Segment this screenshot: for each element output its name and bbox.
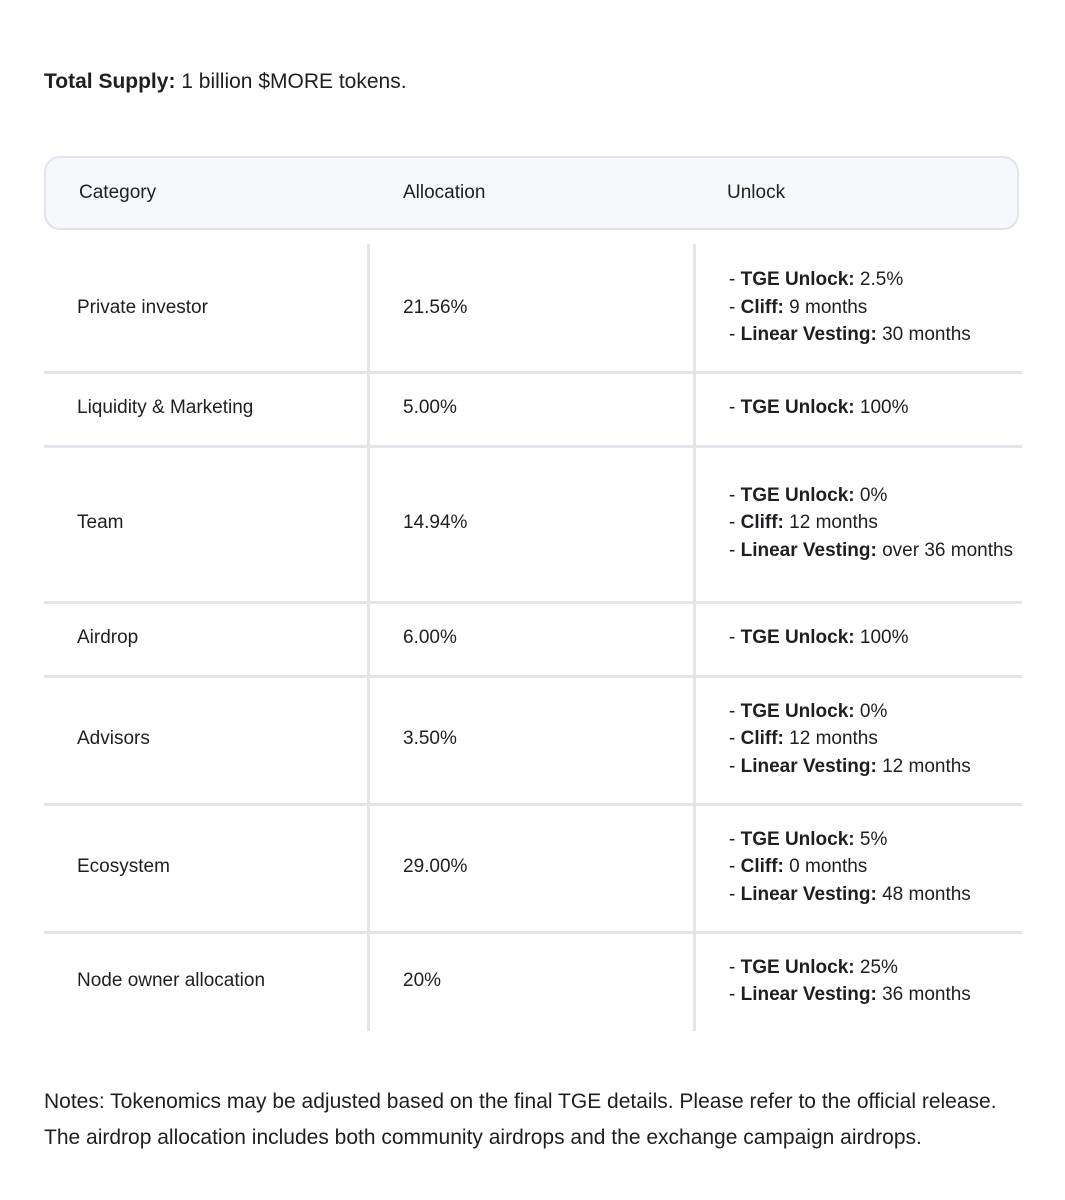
unlock-cell — [729, 244, 1014, 371]
unlock-label: Linear Vesting: — [740, 539, 877, 561]
unlock-label: TGE Unlock: — [740, 484, 855, 506]
table-row — [44, 931, 1022, 1031]
unlock-value: 36 months — [876, 984, 971, 1005]
unlock-value: 12 months — [783, 512, 878, 534]
column-divider — [693, 601, 696, 675]
unlock-prefix: - — [729, 856, 741, 878]
unlock-cell — [729, 675, 1014, 803]
column-divider — [693, 244, 696, 371]
column-divider — [367, 244, 370, 371]
unlock-label: Cliff: — [740, 856, 784, 878]
unlock-line — [729, 954, 971, 982]
column-divider — [367, 803, 370, 931]
unlock-line — [729, 537, 1013, 565]
unlock-line — [729, 826, 971, 854]
allocation-cell: 3.50% — [403, 728, 457, 749]
unlock-line — [729, 624, 909, 652]
unlock-line — [729, 853, 971, 881]
unlock-line — [729, 881, 971, 909]
total-supply-label: Total Supply: — [44, 70, 176, 93]
unlock-cell — [729, 371, 1014, 445]
header-allocation: Allocation — [403, 182, 486, 203]
unlock-label: TGE Unlock: — [740, 700, 855, 722]
unlock-value: 0% — [854, 484, 888, 506]
unlock-line — [729, 266, 971, 294]
unlock-prefix: - — [729, 956, 741, 978]
table-header — [44, 156, 1019, 230]
unlock-prefix: - — [729, 269, 741, 291]
category-cell: Node owner allocation — [77, 970, 266, 991]
table-row — [44, 803, 1022, 934]
unlock-value: 12 months — [783, 728, 878, 750]
column-divider — [367, 931, 370, 1031]
table-row — [44, 601, 1022, 678]
unlock-label: TGE Unlock: — [740, 956, 855, 978]
unlock-cell — [729, 931, 1014, 1031]
column-divider — [693, 803, 696, 931]
unlock-prefix: - — [729, 539, 741, 561]
unlock-prefix: - — [729, 828, 741, 850]
unlock-label: Cliff: — [740, 512, 784, 534]
unlock-label: TGE Unlock: — [740, 269, 855, 291]
unlock-line — [729, 321, 971, 349]
unlock-value: 25% — [854, 956, 898, 978]
notes-paragraph: Notes: Tokenomics may be adjusted based on the final TGE details. Please refer to the official release. The airdrop allocation includes both community airdrops and the exchange campaign airdrops. — [44, 1090, 997, 1149]
unlock-value: 48 months — [876, 883, 971, 905]
unlock-label: TGE Unlock: — [740, 627, 855, 649]
table-row — [44, 371, 1022, 448]
unlock-prefix: - — [729, 984, 741, 1005]
unlock-prefix: - — [729, 627, 741, 649]
table-row — [44, 445, 1022, 604]
allocation-cell: 14.94% — [403, 512, 468, 533]
category-cell: Private investor — [77, 296, 208, 318]
unlock-prefix: - — [729, 397, 741, 419]
category-cell: Team — [77, 512, 124, 533]
unlock-prefix: - — [729, 296, 741, 318]
allocation-cell: 21.56% — [403, 296, 468, 318]
column-divider — [693, 675, 696, 803]
unlock-prefix: - — [729, 484, 741, 506]
category-cell: Liquidity & Marketing — [77, 397, 254, 418]
unlock-label: Linear Vesting: — [740, 324, 877, 346]
total-supply-value: 1 billion $MORE tokens. — [175, 70, 407, 93]
unlock-label: Cliff: — [740, 296, 784, 318]
unlock-value: 100% — [854, 397, 909, 419]
column-divider — [367, 601, 370, 675]
unlock-value: 2.5% — [854, 269, 904, 291]
unlock-prefix: - — [729, 324, 741, 346]
unlock-cell — [729, 445, 1014, 601]
unlock-value: 12 months — [876, 755, 971, 777]
allocation-cell: 29.00% — [403, 856, 468, 877]
unlock-label: Linear Vesting: — [740, 755, 877, 777]
allocation-cell: 6.00% — [403, 627, 457, 648]
unlock-line — [729, 482, 1013, 510]
unlock-line — [729, 753, 971, 781]
unlock-line — [729, 394, 909, 422]
unlock-value: 9 months — [783, 296, 868, 318]
unlock-value: 0 months — [783, 856, 868, 878]
unlock-prefix: - — [729, 883, 741, 905]
total-supply-line — [44, 68, 407, 96]
unlock-line — [729, 509, 1013, 537]
category-cell: Airdrop — [77, 627, 139, 648]
unlock-value: 100% — [854, 627, 909, 649]
category-cell: Ecosystem — [77, 856, 170, 877]
allocation-cell: 20% — [403, 970, 442, 991]
unlock-line — [729, 981, 971, 1009]
category-cell: Advisors — [77, 728, 150, 749]
column-divider — [693, 931, 696, 1031]
header-category: Category — [79, 182, 157, 203]
unlock-label: TGE Unlock: — [740, 828, 855, 850]
unlock-value: over 36 months — [876, 539, 1014, 561]
column-divider — [693, 371, 696, 445]
unlock-prefix: - — [729, 755, 741, 777]
unlock-value: 30 months — [876, 324, 971, 346]
unlock-line — [729, 698, 971, 726]
column-divider — [367, 445, 370, 601]
unlock-prefix: - — [729, 728, 741, 750]
unlock-prefix: - — [729, 512, 741, 534]
column-divider — [693, 445, 696, 601]
unlock-label: Cliff: — [740, 728, 784, 750]
unlock-label: Linear Vesting: — [740, 984, 877, 1005]
unlock-cell — [729, 601, 1014, 675]
unlock-line — [729, 294, 971, 322]
unlock-prefix: - — [729, 700, 741, 722]
unlock-value: 5% — [854, 828, 888, 850]
unlock-label: Linear Vesting: — [740, 883, 877, 905]
table-row — [44, 675, 1022, 806]
table-row — [44, 244, 1022, 374]
unlock-value: 0% — [854, 700, 888, 722]
unlock-label: TGE Unlock: — [740, 397, 855, 419]
header-unlock: Unlock — [727, 182, 786, 203]
allocation-cell: 5.00% — [403, 397, 457, 418]
column-divider — [367, 675, 370, 803]
column-divider — [367, 371, 370, 445]
unlock-line — [729, 725, 971, 753]
unlock-cell — [729, 803, 1014, 931]
